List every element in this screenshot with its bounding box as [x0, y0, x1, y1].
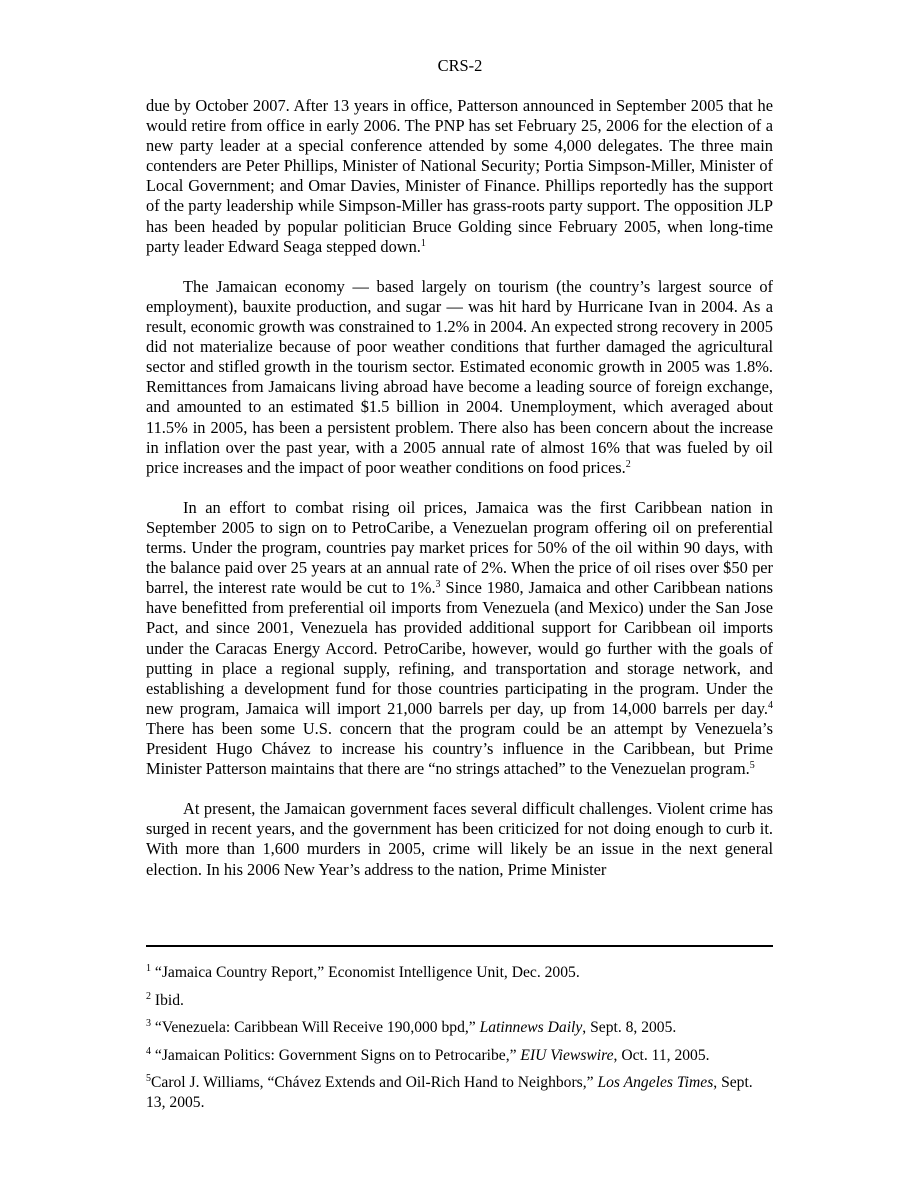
paragraph-text: At present, the Jamaican government faces several difficult challenges. Violent crime has surged in recent years, and the government has been criticized for not doing enough to curb it. With more than 1,600 murders in 2005, crime will likely be an issue in the next general election. In his 2006 New Year’s address to the nation, Prime Minister — [146, 799, 773, 879]
footnote-source: Los Angeles Times — [597, 1074, 714, 1091]
footnote-text: “Venezuela: Caribbean Will Receive 190,000 bpd,” — [154, 1019, 480, 1036]
paragraph-text: due by October 2007. After 13 years in office, Patterson announced in September 2005 that he would retire from office in early 2006. The PNP has set February 25, 2006 for the election of a new party leader at a special conference attended by some 4,000 delegates. The three main contenders are Peter Phillips, Minister of National Security; Portia Simpson-Miller, Minister of Local Government; and Omar Davies, Minister of Finance. Phillips reportedly has the support of the party leadership while Simpson-Miller has grass-roots party support. The opposition JLP has been headed by popular politician Bruce Golding since February 2005, when long-time party leader Edward Seaga stepped down. — [146, 96, 773, 256]
footnote-4 — [146, 1046, 773, 1066]
paragraph-2 — [146, 277, 773, 478]
footnote-mark: 4 — [146, 1045, 151, 1057]
footnote-text: Ibid. — [154, 991, 184, 1009]
footnote-text: , Oct. 11, 2005. — [613, 1046, 710, 1064]
footnote-text: “Jamaica Country Report,” Economist Intelligence Unit, Dec. 2005. — [154, 964, 580, 981]
footnote-3 — [146, 1018, 773, 1038]
footnote-text: Carol J. Williams, “Chávez Extends and Oil-Rich Hand to Neighbors,” — [151, 1074, 598, 1091]
footnote-5 — [146, 1073, 773, 1112]
footnote-divider — [146, 945, 773, 947]
footnote-source: Latinnews Daily — [479, 1019, 583, 1036]
footnote-ref[interactable]: 5 — [749, 760, 755, 772]
footnote-2 — [146, 991, 773, 1011]
footnote-ref[interactable]: 2 — [625, 458, 631, 470]
body-text — [146, 96, 773, 900]
paragraph-text: Since 1980, Jamaica and other Caribbean nations have benefitted from preferential oil imports from Venezuela (and Mexico) under the San Jose Pact, and since 2001, Venezuela has provided additional support for Caribbean oil imports under the Caracas Energy Accord. PetroCaribe, however, would go further with the goals of putting in place a regional supply, refining, and transportation and storage network, and establishing a development fund for those countries participating in the program. Under the new program, Jamaica will import 21,000 barrels per day, up from 14,000 barrels per day. — [146, 578, 773, 718]
footnote-ref[interactable]: 3 — [435, 579, 441, 591]
paragraph-3 — [146, 498, 773, 779]
footnote-text: “Jamaican Politics: Government Signs on to Petrocaribe,” — [154, 1046, 521, 1064]
footnotes — [146, 963, 773, 1120]
paragraph-4 — [146, 799, 773, 879]
paragraph-text: There has been some U.S. concern that the program could be an attempt by Venezuela’s President Hugo Chávez to increase his country’s influence in the Caribbean, but Prime Minister Patterson maintains that there are “no strings attached” to the Venezuelan program. — [146, 718, 773, 779]
footnote-text: , Sept. 13, 2005. — [146, 1074, 753, 1111]
footnote-mark: 1 — [146, 963, 151, 974]
footnote-ref[interactable]: 4 — [768, 699, 773, 711]
footnote-source: EIU Viewswire — [520, 1046, 614, 1064]
footnote-mark: 5 — [146, 1073, 151, 1084]
paragraph-text: The Jamaican economy — based largely on tourism (the country’s largest source of employment), bauxite production, and sugar — was hit hard by Hurricane Ivan in 2004. As a result, economic growth was constrained to 1.2% in 2004. An expected strong recovery in 2005 did not materialize because of poor weather conditions that further damaged the agricultural sector and stifled growth in the tourism sector. Estimated economic growth in 2005 was 1.8%. Remittances from Jamaicans living abroad have become a leading source of foreign exchange, and amounted to an estimated $1.5 billion in 2004. Unemployment, which averaged about 11.5% in 2005, has been a persistent problem. There also has been concern about the increase in inflation over the past year, with a 2005 annual rate of almost 16% that was fueled by oil price increases and the impact of poor weather conditions on food prices. — [146, 276, 773, 477]
footnote-1 — [146, 963, 773, 983]
footnote-ref[interactable]: 1 — [420, 237, 426, 249]
footnote-mark: 3 — [146, 1018, 151, 1029]
paragraph-text: In an effort to combat rising oil prices, Jamaica was the first Caribbean nation in September 2005 to sign on to PetroCaribe, a Venezuelan program offering oil on preferential terms. Under the program, countries pay market prices for 50% of the oil within 90 days, with the balance paid over 25 years at an annual rate of 2%. When the price of oil rises over $50 per barrel, the interest rate would be cut to 1%. — [146, 497, 773, 598]
paragraph-1 — [146, 96, 773, 257]
page-header: CRS-2 — [437, 56, 483, 75]
footnote-text: , Sept. 8, 2005. — [582, 1019, 677, 1036]
footnote-mark: 2 — [146, 990, 151, 1002]
